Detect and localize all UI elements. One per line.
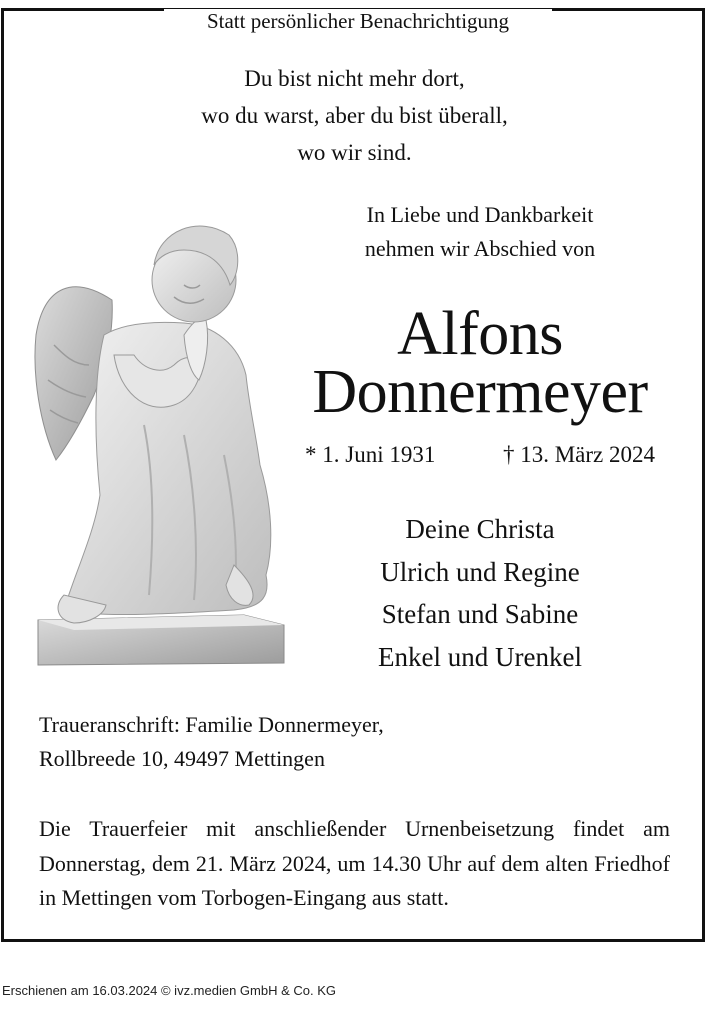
verse-line: wo wir sind. <box>297 140 412 165</box>
family-list <box>280 508 680 678</box>
funeral-service-info: Die Trauerfeier mit anschließender Urnenbeisetzung findet am Donnerstag, dem 21. März 2024, um 14.30 Uhr auf dem alten Friedhof in Mettingen vom Torbogen-Eingang aus statt. <box>39 816 670 910</box>
life-dates <box>305 440 665 470</box>
memorial-verse <box>0 60 709 171</box>
kneeling-angel-statue-icon <box>34 205 286 667</box>
intro-line: nehmen wir Abschied von <box>364 236 596 261</box>
family-member: Enkel und Urenkel <box>378 641 582 672</box>
address-line: Rollbreede 10, 49497 Mettingen <box>39 746 325 771</box>
verse-line: Du bist nicht mehr dort, <box>244 66 465 91</box>
death-date: † 13. März 2024 <box>502 442 655 467</box>
family-member: Stefan und Sabine <box>381 599 579 629</box>
intro-line: In Liebe und Dankbarkeit <box>366 202 594 227</box>
notice-header: Statt persönlicher Benachrichtigung <box>164 9 552 35</box>
family-member: Ulrich und Regine <box>380 556 580 587</box>
deceased-last-name: Donnermeyer <box>312 358 648 426</box>
mourning-address <box>39 708 659 776</box>
deceased-name <box>280 300 680 426</box>
verse-line: wo du warst, aber du bist überall, <box>201 103 508 128</box>
intro-text <box>300 198 660 266</box>
publication-footer: Erschienen am 16.03.2024 © ivz.medien GmbH & Co. KG <box>2 983 337 998</box>
family-member: Deine Christa <box>405 514 555 544</box>
birth-date: * 1. Juni 1931 <box>305 442 436 467</box>
address-line: Traueranschrift: Familie Donnermeyer, <box>39 712 384 737</box>
deceased-first-name: Alfons <box>397 300 563 368</box>
